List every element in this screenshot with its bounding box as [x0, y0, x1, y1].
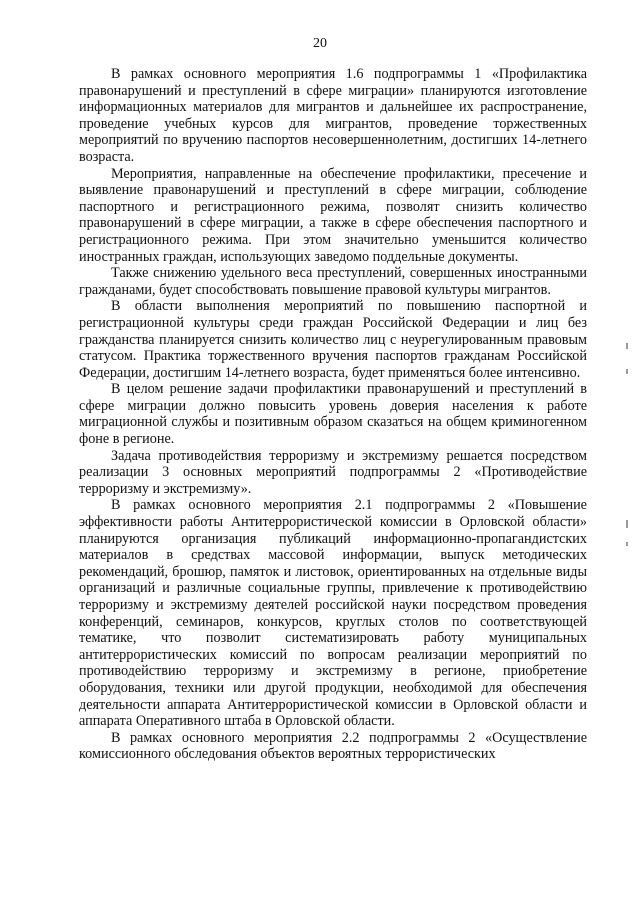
paragraph-overall-solution: В целом решение задачи профилактики правонарушений и преступлений в сфере миграции должно повысить уровень доверия населения к работе миграционной службы и позитивным образом сказаться на общем криминогенном фоне в регионе. [79, 381, 587, 448]
paragraph-activity-2-1: В рамках основного мероприятия 2.1 подпрограммы 2 «Повышение эффективности работы Антитеррористической комиссии в Орловской области» планируются организация публикаций информационно-пропагандистских материалов в средствах массовой информации, выпуск методических рекомендаций, брошюр, памяток и листовок, ориентированных на отдельные виды организаций и различные социальные группы, привлечение к противодействию терроризму и экстремизму деятелей российской науки посредством проведения конференций, семинаров, конкурсов, круглых столов по соответствующей тематике, что позволит систематизировать работу муниципальных антитеррористических комиссий по вопросам реализации мероприятий по противодействию терроризму и экстремизму в регионе, приобретение оборудования, техники или другой продукции, необходимой для обеспечения деятельности аппарата Антитеррористической комиссии в Орловской области и аппарата Оперативного штаба в Орловской области. [79, 497, 587, 730]
body-text [79, 66, 587, 763]
page-number: 20 [313, 36, 327, 51]
scan-edge-mark [626, 343, 628, 349]
paragraph-prevention-measures: Мероприятия, направленные на обеспечение профилактики, пресечение и выявление правонарушений и преступлений в сфере миграции, соблюдение паспортного и регистрационного режима, позволят снизить количество правонарушений в сфере миграции, а также в сфере обеспечения паспортного и регистрационного режима. При этом значительно уменьшится количество иностранных граждан, использующих заведомо поддельные документы. [79, 165, 587, 265]
paragraph-crime-reduction: Также снижению удельного веса преступлений, совершенных иностранными гражданами, будет способствовать повышение правовой культуры мигрантов. [79, 265, 587, 298]
paragraph-counter-terrorism-task: Задача противодействия терроризму и экстремизму решается посредством реализации 3 основных мероприятий подпрограммы 2 «Противодействие терроризму и экстремизму». [79, 447, 587, 497]
scan-edge-mark [626, 542, 628, 546]
paragraph-migration-activities: В рамках основного мероприятия 1.6 подпрограммы 1 «Профилактика правонарушений и преступлений в сфере миграции» планируются изготовление информационных материалов для мигрантов и дальнейшее их распространение, проведение учебных курсов для мигрантов, проведение торжественных мероприятий по вручению паспортов несовершеннолетним, достигших 14-летнего возраста. [79, 66, 587, 165]
scan-edge-mark [626, 520, 628, 528]
scan-edge-mark [626, 369, 628, 374]
paragraph-passport-culture: В области выполнения мероприятий по повышению паспортной и регистрационной культуры среди граждан Российской Федерации и лиц без гражданства планируется снизить количество лиц с неурегулированным правовым статусом. Практика торжественного вручения паспортов гражданам Российской Федерации, достигшим 14-летнего возраста, будет применяться более интенсивно. [79, 298, 587, 381]
paragraph-activity-2-2: В рамках основного мероприятия 2.2 подпрограммы 2 «Осуществление комиссионного обследования объектов вероятных террористических [79, 729, 587, 763]
